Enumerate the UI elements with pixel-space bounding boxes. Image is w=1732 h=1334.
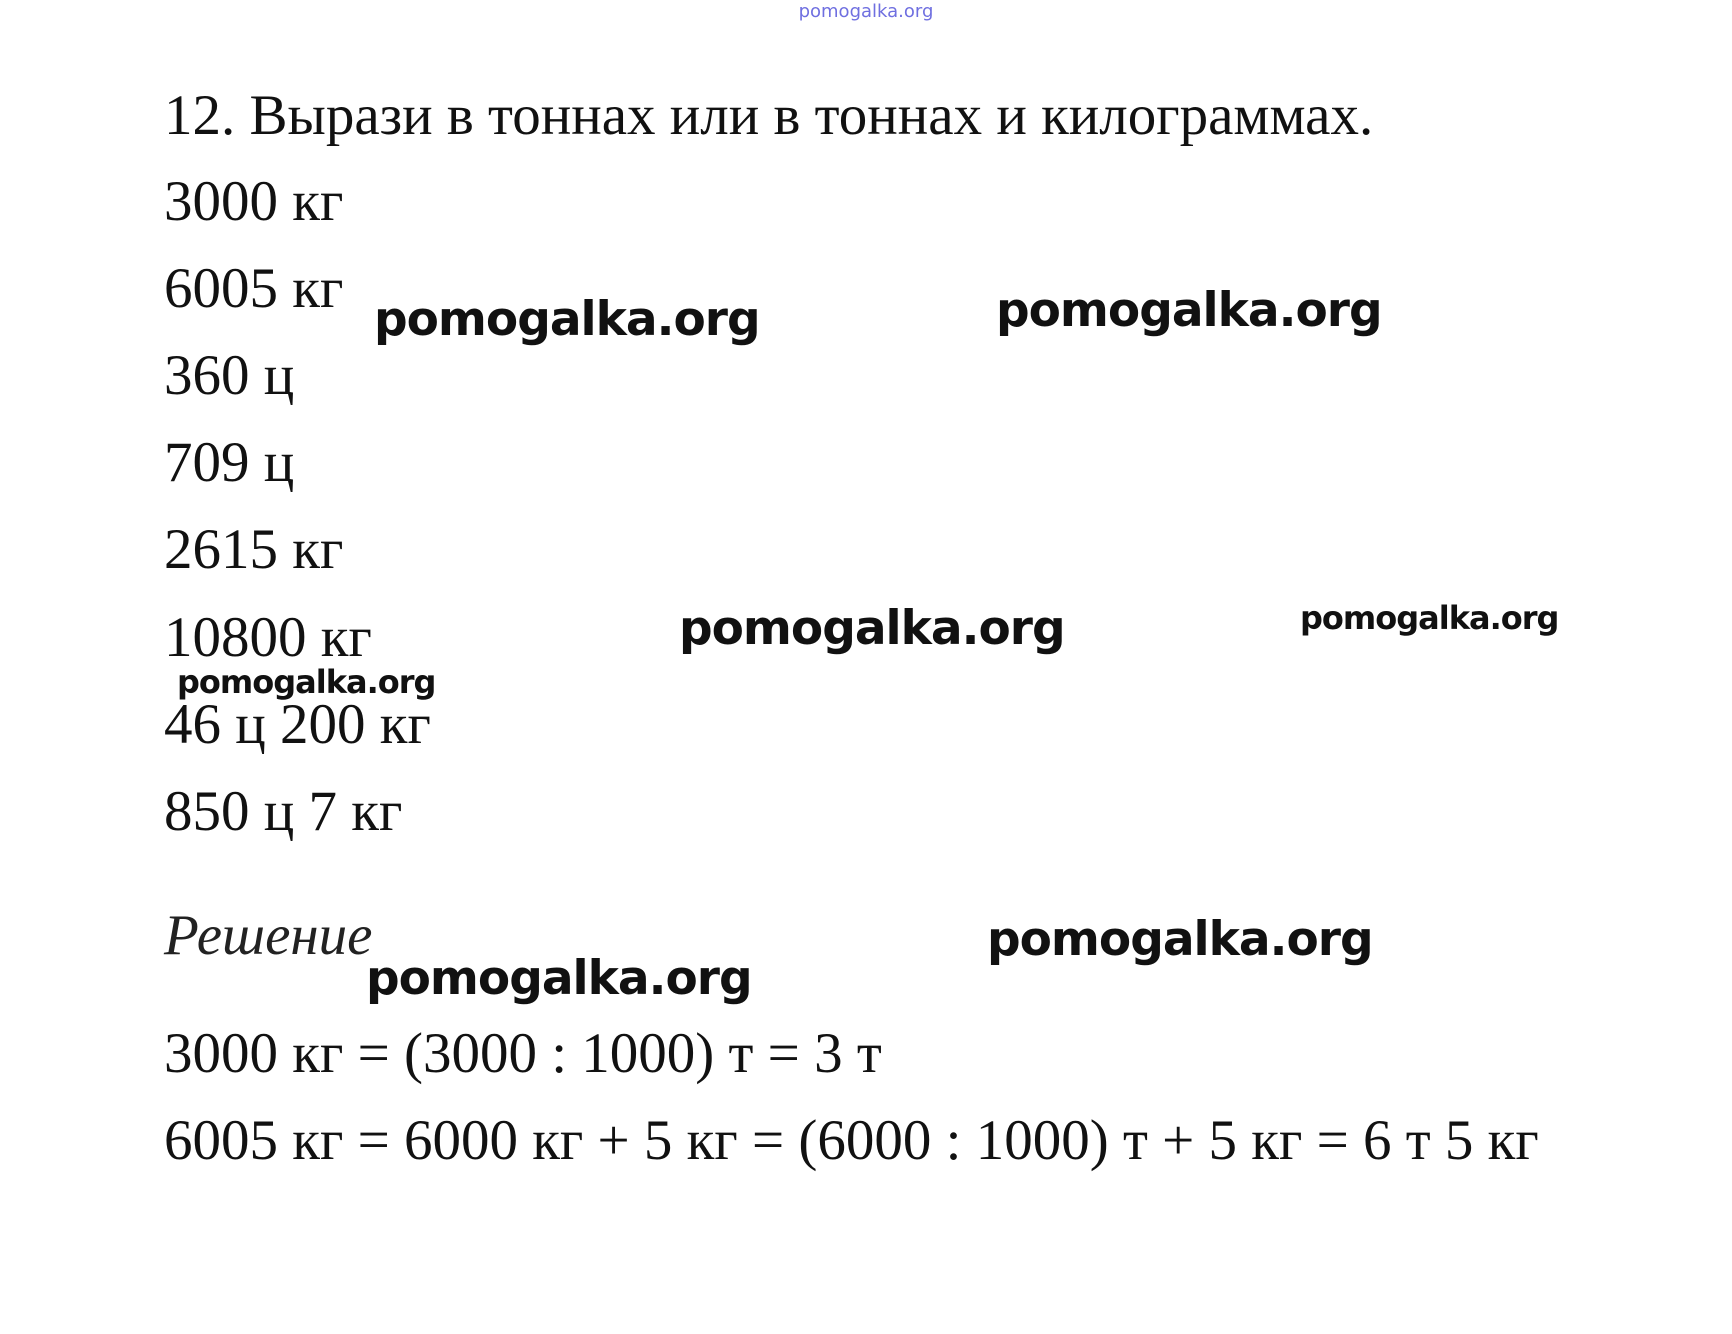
watermark: pomogalka.org [1300,599,1559,637]
watermark: pomogalka.org [996,283,1382,338]
watermark: pomogalka.org [366,951,752,1006]
task-item-1: 3000 кг [164,170,344,233]
task-item-8: 850 ц 7 кг [164,780,403,843]
header-site-link[interactable]: pomogalka.org [798,1,934,22]
task-item-2: 6005 кг [164,257,344,320]
watermark: pomogalka.org [177,663,436,701]
solution-line-1: 3000 кг = (3000 : 1000) т = 3 т [164,1022,882,1085]
watermark: pomogalka.org [679,601,1065,656]
solution-line-2: 6005 кг = 6000 кг + 5 кг = (6000 : 1000) т + 5 кг = 6 т 5 кг [164,1109,1539,1172]
task-item-7: 46 ц 200 кг [164,693,431,756]
task-item-4: 709 ц [164,431,295,494]
solution-title: Решение [164,904,373,967]
task-title: 12. Вырази в тоннах или в тоннах и килограммах. [164,84,1374,147]
watermark: pomogalka.org [374,292,760,347]
watermark: pomogalka.org [987,912,1373,967]
task-item-5: 2615 кг [164,518,344,581]
task-item-6: 10800 кг [164,606,372,669]
task-item-3: 360 ц [164,344,295,407]
